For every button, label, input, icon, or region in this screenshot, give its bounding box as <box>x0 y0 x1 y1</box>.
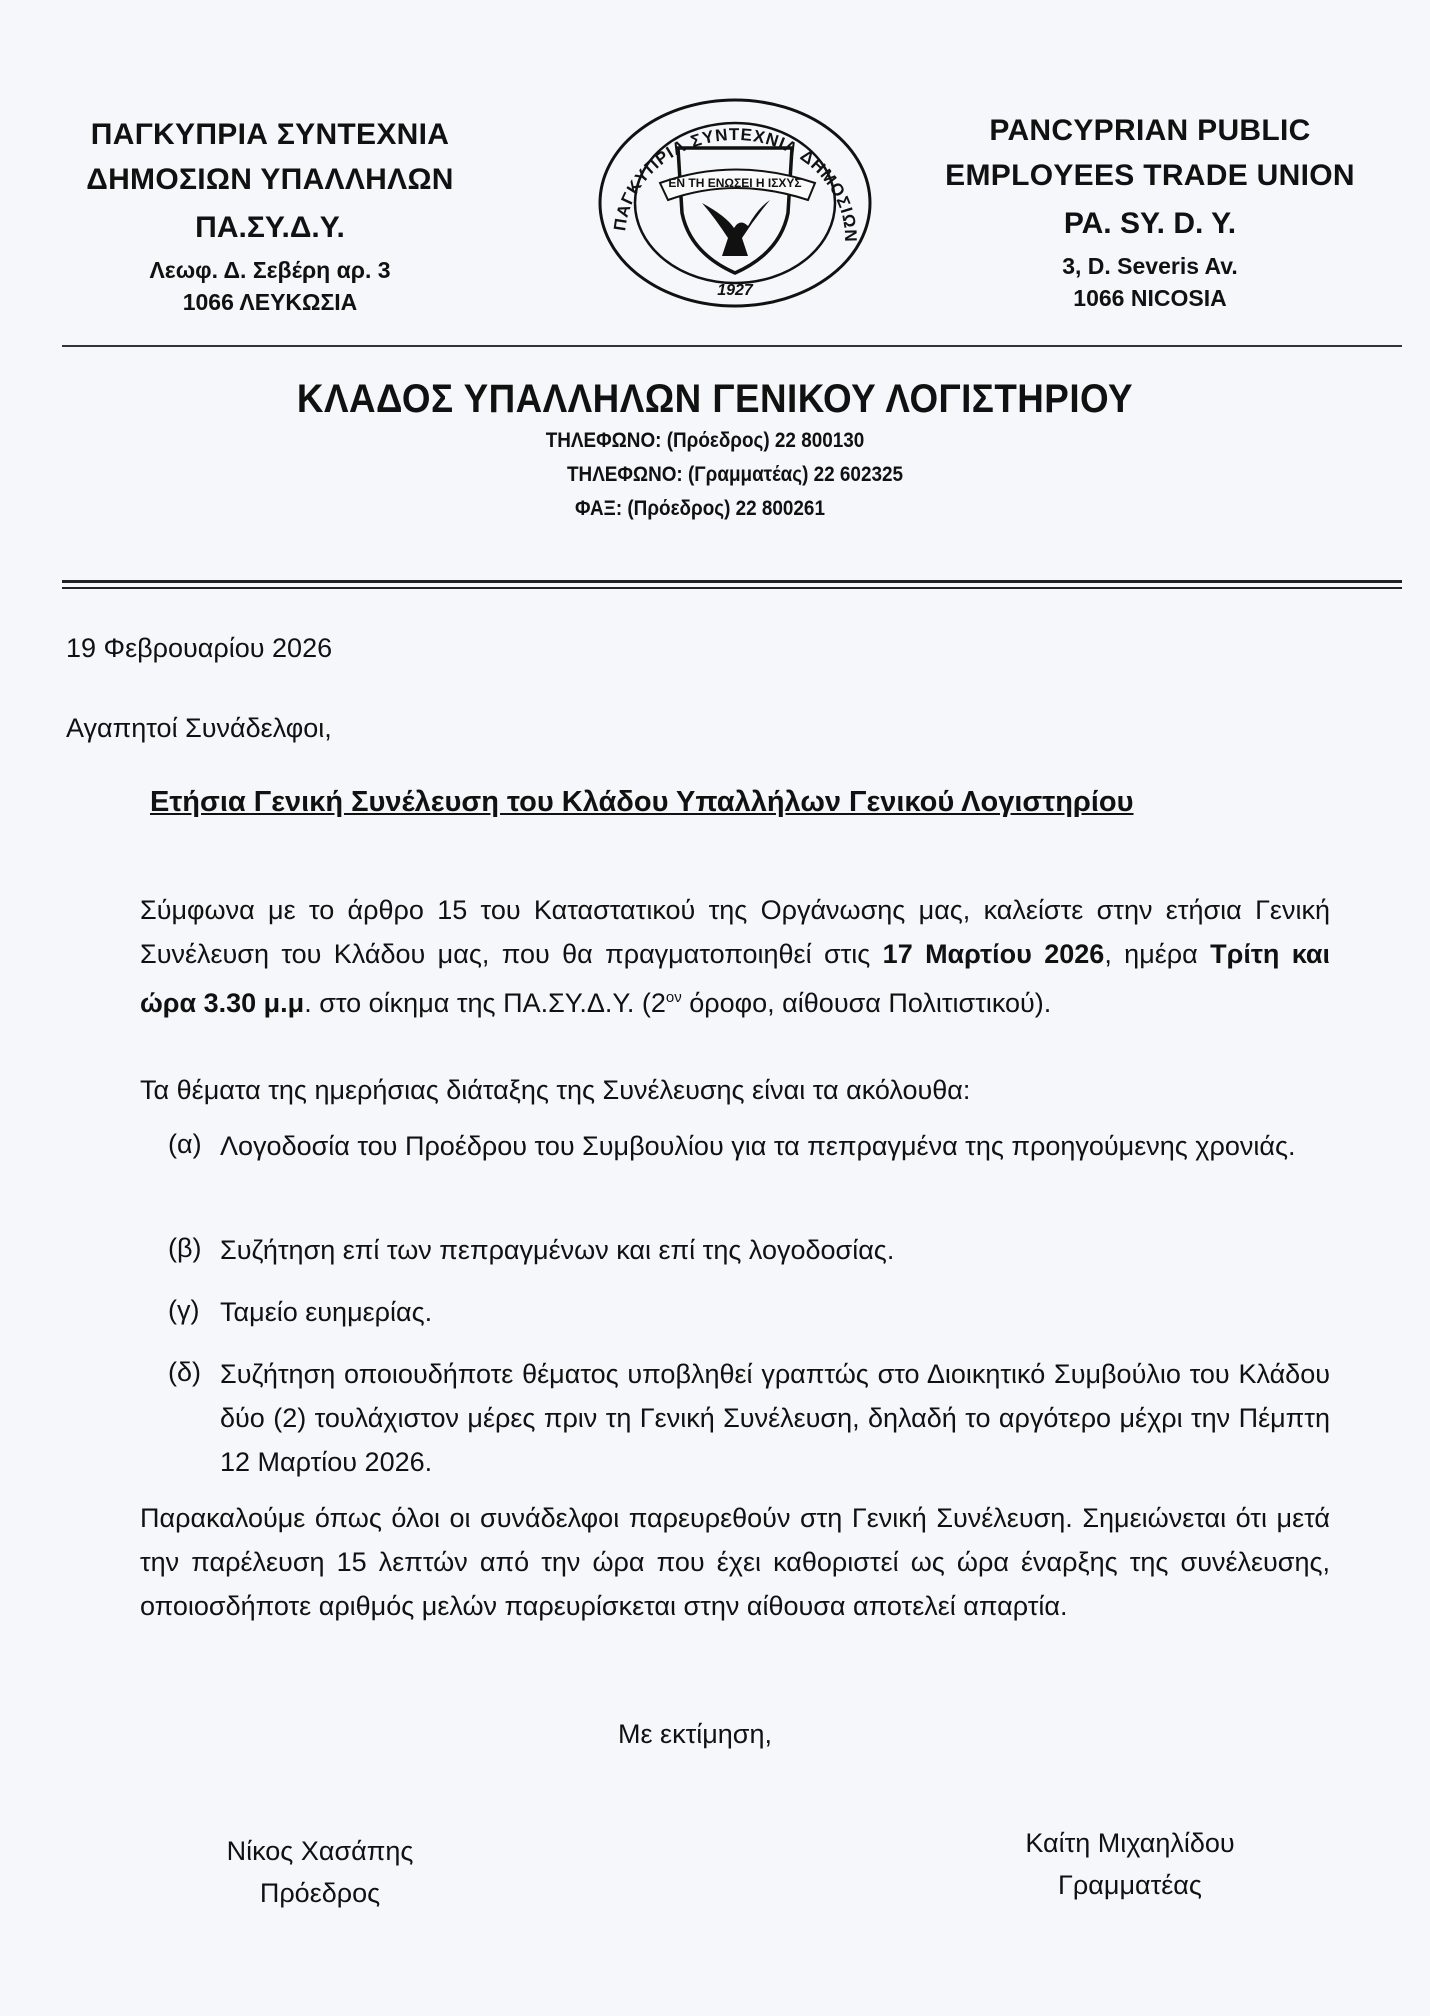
letter-greeting: Αγαπητοί Συνάδελφοι, <box>66 713 332 743</box>
agenda-item-text: Ταμείο ευημερίας. <box>220 1297 433 1327</box>
invitation-text: . στο οίκημα της ΠΑ.ΣΥ.Δ.Υ. (2 <box>304 988 666 1018</box>
union-abbreviation-english: PA. SY. D. Y. <box>1063 207 1237 240</box>
union-name-english-line1: PANCYPRIAN PUBLIC <box>989 114 1311 147</box>
signatory-role: Γραμματέας <box>1058 1870 1202 1900</box>
agenda-item-label: (β) <box>168 1233 202 1263</box>
agenda-item-label: (α) <box>168 1129 202 1159</box>
agenda-item-label: (δ) <box>168 1357 202 1387</box>
agenda-item <box>168 1228 1330 1272</box>
logo-ring-text: ΠΑΓΚΥΠΡΙΑ ΣΥΝΤΕΧΝΙΑ ΔΗΜΟΣΙΩΝ <box>610 124 861 243</box>
ordinal-suffix: ον <box>665 989 682 1006</box>
address-english-line2: 1066 NICOSIA <box>1073 285 1227 311</box>
union-emblem-icon <box>590 88 880 308</box>
agenda-item <box>168 1290 1330 1334</box>
signature-president <box>200 1830 440 1914</box>
union-logo <box>590 88 880 308</box>
branch-header <box>0 374 1430 526</box>
signatory-name: Νίκος Χασάπης <box>226 1836 414 1866</box>
meeting-day-time: Τρίτη και ώρα 3.30 μ.μ <box>140 939 1330 1018</box>
agenda-item-label: (γ) <box>168 1295 200 1325</box>
branch-divider-top <box>62 580 1402 583</box>
branch-divider-bottom <box>62 587 1402 589</box>
signatory-name: Καίτη Μιχαηλίδου <box>1025 1828 1235 1858</box>
logo-motto: ΕΝ ΤΗ ΕΝΩΣΕΙ Η ΙΣΧΥΣ <box>668 176 802 190</box>
agenda-intro: Τα θέματα της ημερήσιας διάταξης της Συνέλευσης είναι τα ακόλουθα: <box>140 1075 971 1105</box>
paragraph-quorum: Παρακαλούμε όπως όλοι οι συνάδελφοι παρευρεθούν στη Γενική Συνέλευση. Σημειώνεται ότι μετά την παρέλευση 15 λεπτών από την ώρα που έχει καθοριστεί ως ώρα έναρξης της συνέλευσης, οποιοσδήποτε αριθμός μελών παρευρίσκεται στην αίθουσα αποτελεί απαρτία. <box>140 1503 1330 1621</box>
logo-year: 1927 <box>717 282 753 299</box>
letterhead-greek <box>70 112 470 318</box>
invitation-text: όροφο, αίθουσα Πολιτιστικού). <box>681 988 1052 1018</box>
letterhead-english <box>910 108 1390 314</box>
branch-fax-president: ΦΑΞ: (Πρόεδρος) 22 800261 <box>575 497 825 520</box>
letter-subject: Ετήσια Γενική Συνέλευση του Κλάδου Υπαλλήλων Γενικού Λογιστηρίου <box>150 786 1134 818</box>
branch-phone-president: ΤΗΛΕΦΩΝΟ: (Πρόεδρος) 22 800130 <box>545 429 865 452</box>
invitation-text: , ημέρα <box>1104 939 1211 969</box>
address-greek-line1: Λεωφ. Δ. Σεβέρη αρ. 3 <box>149 257 391 283</box>
agenda-item-text: Συζήτηση οποιουδήποτε θέματος υποβληθεί γραπτώς στο Διοικητικό Συμβούλιο του Κλάδου δύο (2) τουλάχιστον μέρες πριν τη Γενική Συνέλευση, δηλαδή το αργότερο μέχρι την Πέμπτη 12 Μαρτίου 2026. <box>220 1359 1330 1477</box>
signature-secretary <box>980 1822 1280 1906</box>
agenda-item-text: Λογοδοσία του Προέδρου του Συμβουλίου για τα πεπραγμένα της προηγούμενης χρονιάς. <box>220 1131 1296 1161</box>
address-english-line1: 3, D. Severis Av. <box>1062 253 1238 279</box>
header-divider <box>62 345 1402 347</box>
meeting-date: 17 Μαρτίου 2026 <box>882 939 1105 969</box>
agenda-item-text: Συζήτηση επί των πεπραγμένων και επί της λογοδοσίας. <box>220 1235 895 1265</box>
signatory-role: Πρόεδρος <box>259 1878 381 1908</box>
union-name-english-line2: EMPLOYEES TRADE UNION <box>945 159 1355 192</box>
agenda-item <box>168 1124 1330 1168</box>
invitation-text: Σύμφωνα με το άρθρο 15 του Καταστατικού της Οργάνωσης μας, καλείστε στην ετήσια Γενική Συνέλευση του Κλάδου μας, που θα πραγματοποιηθεί στις <box>140 895 1330 969</box>
agenda-item <box>168 1352 1330 1484</box>
address-greek-line2: 1066 ΛΕΥΚΩΣΙΑ <box>182 289 358 315</box>
closing-salutation: Με εκτίμηση, <box>618 1719 772 1749</box>
branch-title: ΚΛΑΔΟΣ ΥΠΑΛΛΗΛΩΝ ΓΕΝΙΚΟΥ ΛΟΓΙΣΤΗΡΙΟΥ <box>296 377 1134 421</box>
union-name-greek-line1: ΠΑΓΚΥΠΡΙΑ ΣΥΝΤΕΧΝΙΑ <box>90 118 450 151</box>
letter-date: 19 Φεβρουαρίου 2026 <box>66 633 333 663</box>
union-abbreviation-greek: ΠΑ.ΣΥ.Δ.Υ. <box>195 211 345 244</box>
union-name-greek-line2: ΔΗΜΟΣΙΩΝ ΥΠΑΛΛΗΛΩΝ <box>86 163 454 196</box>
branch-phone-secretary: ΤΗΛΕΦΩΝΟ: (Γραμματέας) 22 602325 <box>567 463 903 486</box>
paragraph-invitation <box>140 888 1330 1025</box>
